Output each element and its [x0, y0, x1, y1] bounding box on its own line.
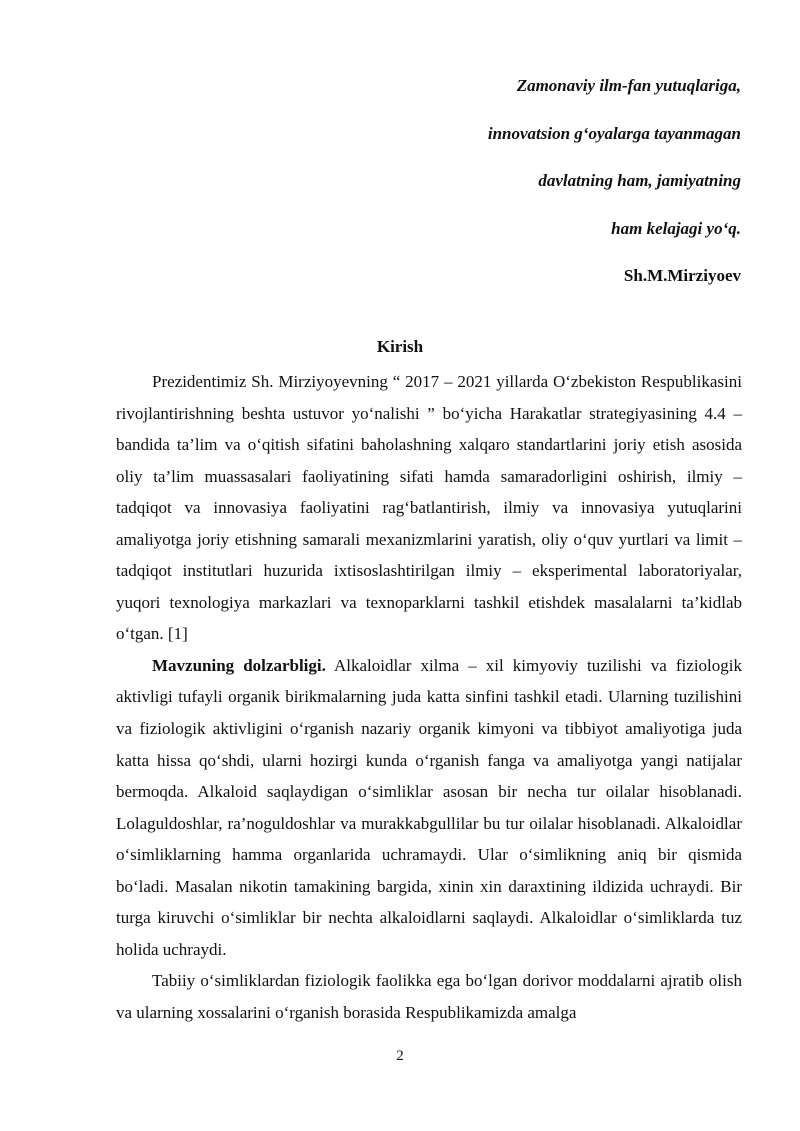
section-heading: Kirish [376, 337, 424, 356]
epigraph-line: innovatsion g‘oyalarga tayanmagan [487, 123, 741, 143]
epigraph-line: davlatning ham, jamiyatning [538, 171, 741, 190]
page-number: 2 [396, 1048, 404, 1064]
epigraph-line: Zamonaviy ilm-fan yutuqlariga, [516, 76, 741, 95]
body-text [116, 366, 742, 1028]
paragraph-lead: Mavzuning dolzarbligi. [152, 655, 326, 675]
paragraph-intro: Prezidentimiz Sh. Mirziyoyevning “ 2017 – 2021 yillarda O‘zbekiston Respublikasini rivojlantirishning beshta ustuvor yo‘nalishi ” bo‘yicha Harakatlar strategiyasining 4.4 – bandida ta’lim va o‘qitish sifatini baholashning xalqaro standartlarini joriy etish asosida oliy ta’lim muassasalari faoliyatining sifati hamda samaradorligini oshirish, ilmiy – tadqiqot va innovasiya faoliyatini rag‘batlantirish, ilmiy va innovasiya yutuqlarini amaliyotga joriy etishning samarali mexanizmlarini yaratish, oliy o‘quv yurtlari va limit – tadqiqot institutlari huzurida ixtisoslashtirilgan ilmiy – eksperimental laboratoriyalar, yuqori texnologiya markazlari va texnoparklarni tashkil etishdek masalalarni ta’kidlab o‘tgan. [1] [116, 372, 742, 644]
paragraph-relevance-body: Alkaloidlar xilma – xil kimyoviy tuzilishi va fiziologik aktivligi tufayli organik birikmalarning juda katta sinfini tashkil etadi. Ularning tuzilishini va fiziologik aktivligini o‘rganish nazariy organik kimyoni va tibbiyot amaliyotiga juda katta hissa qo‘shdi, ularni hozirgi kunda o‘rganish fanga va amaliyotga yangi natijalar bermoqda. Alkaloid saqlaydigan o‘simliklar asosan bir necha tur oilalar hisoblanadi. Lolaguldoshlar, ra’noguldoshlar va murakkabgullilar bu tur oilalar hisoblanadi. Alkaloidlar o‘simliklarning hamma organlarida uchramaydi. Ular o‘simlikning aniq bir qismida bo‘ladi. Masalan nikotin tamakining bargida, xinin xin daraxtining ildizida uchraydi. Bir turga kiruvchi o‘simliklar bir nechta alkaloidlarni saqlaydi. Alkaloidlar o‘simliklarda tuz holida uchraydi. [116, 655, 742, 959]
paragraph-relevance [116, 650, 742, 965]
epigraph [488, 74, 741, 288]
epigraph-line: ham kelajagi yo‘q. [611, 218, 741, 238]
paragraph-natural-plants: Tabiiy o‘simliklardan fiziologik faolikka ega bo‘lgan dorivor moddalarni ajratib olish va ularning xossalarini o‘rganish borasida Respublikamizda amalga [116, 971, 742, 1022]
epigraph-author: Sh.M.Mirziyoev [623, 266, 741, 285]
